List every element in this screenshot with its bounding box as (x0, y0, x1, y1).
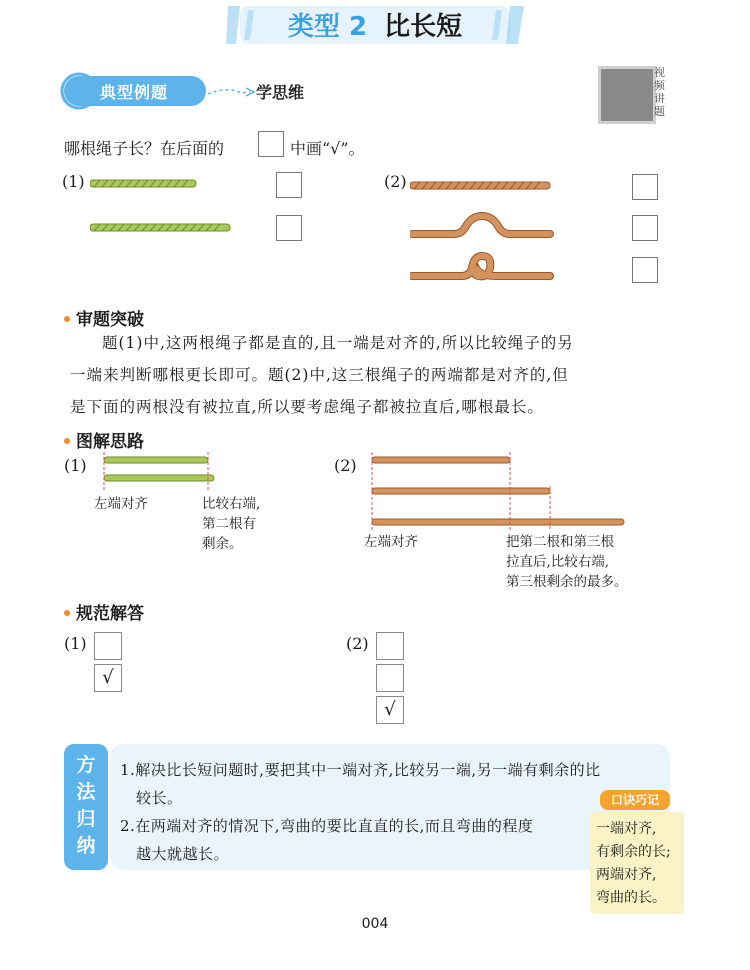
answer1-box-2[interactable]: √ (94, 664, 122, 692)
brown-rope-straight (410, 180, 554, 192)
question-part2-label: (2) (384, 172, 407, 191)
page-title (0, 6, 750, 43)
think-label: 学思维 (256, 83, 305, 102)
inline-answer-box (258, 131, 284, 157)
review-line-3: 是下面的两根没有被拉直,所以要考虑绳子都被拉直后,哪根最长。 (70, 398, 544, 416)
green-rope-long (90, 222, 234, 234)
answer2-box-3[interactable]: √ (376, 696, 404, 724)
tip-line-2: 有剩余的长; (596, 844, 671, 860)
question-part1-label: (1) (62, 172, 85, 191)
method-line-3: 2.在两端对齐的情况下,弯曲的要比直直的长,而且弯曲的程度 (120, 817, 534, 835)
tip-line-1: 一端对齐, (596, 821, 657, 837)
example-label: 典型例题 (100, 83, 169, 102)
diagram1-ropes (100, 450, 220, 494)
method-badge-char: 归 (76, 808, 96, 830)
diagram-heading: 图解思路 (76, 432, 144, 452)
q1-rope1-box[interactable] (276, 172, 302, 198)
method-line-2: 较长。 (136, 789, 183, 807)
title-name: 比长短 (384, 12, 463, 42)
q2-rope1-box[interactable] (632, 174, 658, 200)
title-type-word: 类型 (287, 12, 340, 42)
q1-rope2-box[interactable] (276, 215, 302, 241)
diagram-part2-label: (2) (334, 456, 357, 475)
diagram2-left-align: 左端对齐 (364, 534, 418, 550)
question-text-before: 哪根绳子长？在后面的 (64, 139, 225, 158)
method-line-4: 越大就越长。 (136, 845, 230, 863)
answer1-box-1[interactable] (94, 632, 122, 660)
brown-rope-loop (410, 252, 554, 284)
green-rope-short (90, 178, 200, 190)
method-line-1: 1.解决比长短问题时,要把其中一端对齐,比较另一端,另一端有剩余的比 (120, 761, 601, 779)
tip-line-3: 两端对齐, (596, 867, 657, 883)
answer-heading: 规范解答 (76, 604, 144, 624)
q2-rope3-box[interactable] (632, 257, 658, 283)
review-line-2: 一端来判断哪根更长即可。题(2)中,这三根绳子的两端都是对齐的,但 (70, 366, 569, 384)
diagram1-compare-line-1: 比较右端, (202, 496, 261, 512)
title-type-number: 2 (348, 12, 368, 42)
answer2-box-2[interactable] (376, 664, 404, 692)
diagram2-compare-line-1: 把第二根和第三根 (506, 534, 614, 550)
diagram1-compare-line-2: 第二根有 (202, 516, 256, 532)
review-heading: 审题突破 (76, 310, 144, 330)
video-label: 视频讲题 (654, 66, 665, 118)
answer2-box-1[interactable] (376, 632, 404, 660)
review-line-1: 题(1)中,这两根绳子都是直的,且一端是对齐的,所以比较绳子的另 (102, 334, 574, 352)
bullet-dot (64, 438, 70, 444)
tip-tag: 口诀巧记 (600, 790, 670, 810)
diagram-part1-label: (1) (64, 456, 87, 475)
q2-rope2-box[interactable] (632, 215, 658, 241)
diagram2-ropes (368, 450, 628, 532)
diagram1-compare-line-3: 剩余。 (202, 536, 243, 552)
bullet-dot (64, 610, 70, 616)
diagram2-compare-line-3: 第三根剩余的最多。 (506, 574, 628, 590)
method-badge-text (64, 752, 108, 860)
brown-rope-bump (410, 212, 554, 240)
dashed-arrow-icon (206, 84, 256, 100)
method-badge-char: 纳 (76, 835, 96, 857)
method-badge-char: 方 (76, 754, 96, 776)
answer-part1-label: (1) (64, 634, 87, 653)
bullet-dot (64, 316, 70, 322)
question-text-after: 中画“√”。 (290, 139, 365, 158)
answer-part2-label: (2) (346, 634, 369, 653)
page-number: 004 (361, 916, 389, 932)
diagram1-left-align: 左端对齐 (94, 496, 148, 512)
diagram2-compare-line-2: 拉直后,比较右端, (506, 554, 610, 570)
method-badge-char: 法 (76, 781, 96, 803)
qr-code[interactable] (598, 66, 656, 124)
tip-line-4: 弯曲的长。 (596, 890, 666, 906)
